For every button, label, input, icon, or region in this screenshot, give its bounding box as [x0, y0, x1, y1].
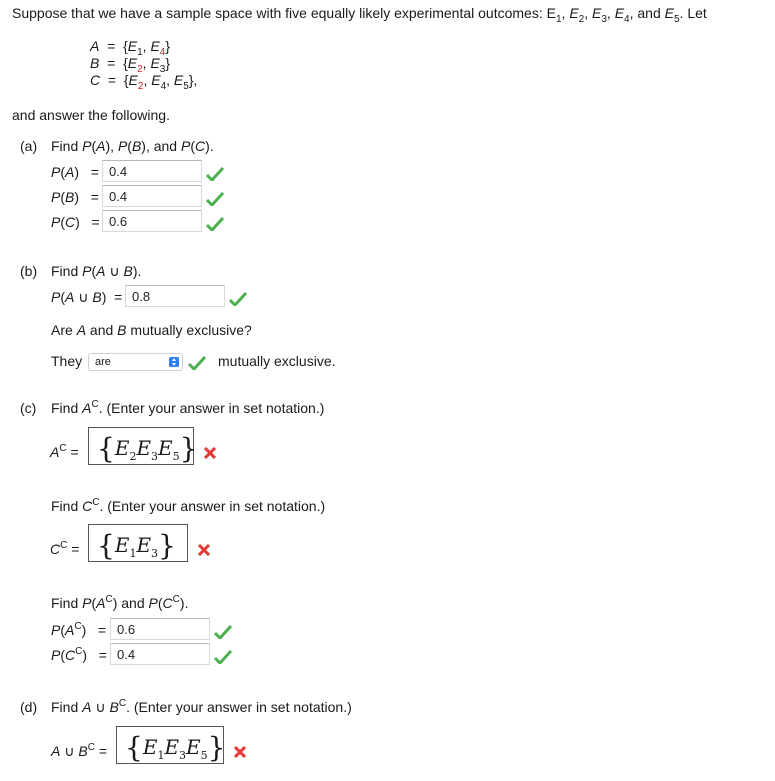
part-b-question: Find P(A ∪ B).: [51, 263, 142, 279]
aubc-label: A ∪ $B^C$ =: [51, 742, 108, 759]
pc-label: P(C) =: [51, 214, 100, 230]
check-icon: [206, 192, 224, 206]
part-b-label: (b): [20, 263, 38, 279]
cross-icon: [204, 447, 216, 459]
ac-answer-box[interactable]: $\{E_2E_3E_5\}$: [88, 427, 194, 465]
ac-label: $A^C$ =: [50, 443, 79, 460]
check-icon: [229, 292, 247, 306]
check-icon: [214, 650, 232, 664]
set-c-def: $C = \{E_2$, $E_4$, $E_5$},: [90, 72, 198, 92]
part-c-question-ac: Find $A^C$. (Enter your answer in set notation.): [51, 399, 325, 416]
set-definitions: [90, 38, 198, 92]
check-icon: [206, 167, 224, 181]
set-a-def: $A = \{E_1$, $E_4$}: [90, 38, 171, 58]
part-a-label: (a): [20, 138, 38, 154]
aubc-answer-box[interactable]: $\{E_1E_3E_5\}$: [116, 726, 224, 764]
exclusive-suffix: mutually exclusive.: [218, 353, 336, 369]
select-arrows-icon: [169, 357, 179, 367]
set-b-def: $B = \{E_2$, $E_3$}: [90, 55, 171, 75]
intro-text: Suppose that we have a sample space with five equally likely experimental outcomes: $E_1$, $E_2$, $E_3$, $E_4$, and $E_5$. Let: [12, 5, 707, 25]
pb-input[interactable]: 0.4: [102, 185, 202, 207]
pac-label: $P(A^C)$ =: [51, 621, 107, 638]
answer-prompt: and answer the following.: [12, 107, 170, 123]
part-d-question: Find A ∪ $B^C$. (Enter your answer in set notation.): [51, 698, 352, 715]
paub-input[interactable]: 0.8: [125, 285, 225, 307]
part-a-question: Find P(A), P(B), and P(C).: [51, 138, 214, 154]
pcc-input[interactable]: 0.4: [110, 643, 210, 665]
part-c-question-cc: Find $C^C$. (Enter your answer in set notation.): [51, 497, 326, 514]
pb-label: P(B) =: [51, 189, 99, 205]
they-label: They: [51, 353, 83, 369]
pa-label: P(A) =: [51, 164, 99, 180]
pa-input[interactable]: 0.4: [102, 160, 202, 182]
pc-input[interactable]: 0.6: [102, 210, 202, 232]
check-icon: [214, 625, 232, 639]
part-d-label: (d): [20, 699, 38, 715]
exclusive-select[interactable]: are: [88, 353, 183, 371]
cross-icon: [198, 544, 210, 556]
paub-label: P(A ∪ B) =: [51, 289, 123, 305]
cross-icon: [234, 746, 246, 758]
cc-label: $C^C$ =: [50, 540, 80, 557]
check-icon: [206, 217, 224, 231]
exclusive-question: Are A and B mutually exclusive?: [51, 322, 252, 338]
part-c-question-probs: Find $P(A^C)$ and $P(C^C)$.: [51, 594, 189, 611]
cc-answer-box[interactable]: $\{E_1E_3\}$: [88, 524, 188, 562]
check-icon: [188, 356, 206, 370]
pcc-label: $P(C^C)$ =: [51, 646, 107, 663]
part-c-label: (c): [20, 400, 37, 416]
pac-input[interactable]: 0.6: [110, 618, 210, 640]
